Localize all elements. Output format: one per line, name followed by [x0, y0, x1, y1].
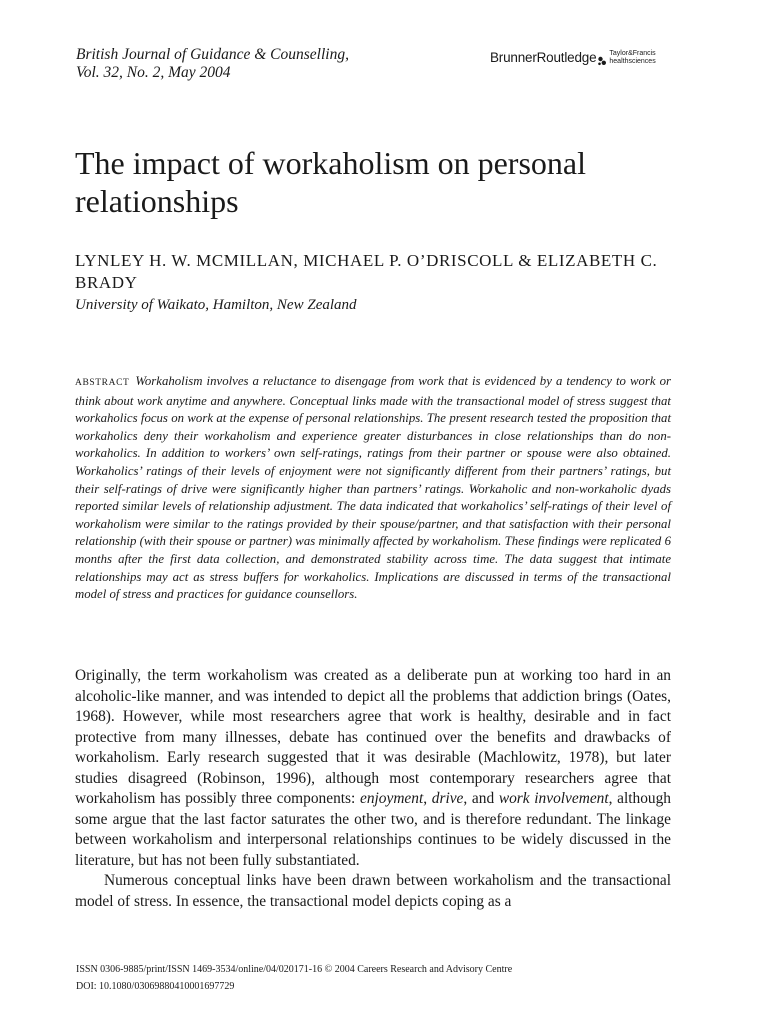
body-text [75, 666, 671, 912]
abstract-text: Workaholism involves a reluctance to disengage from work that is evidenced by a tendency to work or think about work anytime and anywhere. Conceptual links made with the transactional model of stress suggest that workaholics focus on work at the expense of personal relationships. The present research tested the proposition that workaholics deny their workaholism and experience greater disturbances in close relationships than do non-workaholics. In addition to workers’ own self-ratings, ratings from their partner or spouse were also obtained. Workaholics’ ratings of their levels of enjoyment were not significantly different from their partners’ ratings, but their self-ratings of drive were significantly higher than partners’ ratings. Workaholic and non-workaholic dyads reported similar levels of relationship adjustment. The data indicated that workaholics’ self-ratings of their level of workaholism were similar to the ratings provided by their spouse/partner, and that satisfaction with their personal relationship (with their spouse or partner) was minimally affected by workaholism. These findings were replicated 6 months after the first data collection, and demonstrated stability across time. The data suggest that intimate relationships may act as stress buffers for workaholics. Implications are discussed in terms of the transactional model of stress and practices for guidance counsellors. [75, 374, 671, 602]
journal-citation [76, 46, 349, 82]
term-sep-2: , and [463, 790, 499, 807]
abstract-label: ABSTRACT [75, 378, 130, 388]
paragraph-1 [75, 666, 671, 871]
publisher-logo [490, 50, 656, 65]
taylor-francis-logo-icon [597, 53, 607, 63]
publisher-sub2: healthsciences [609, 57, 656, 65]
article-authors: LYNLEY H. W. MCMILLAN, MICHAEL P. O’DRISCOLL & ELIZABETH C. BRADY [75, 251, 658, 292]
paragraph-1-a: Originally, the term workaholism was created as a deliberate pun at working too hard in an alcoholic-like manner, and was intended to depict all the problems that addiction brings (Oates, 1968). However, while most researchers agree that work is healthy, desirable and in fact protective from many illnesses, debate has continued over the benefits and drawbacks of workaholism. Early research suggested that it was desirable (Machlowitz, 1978), but later studies disagreed (Robinson, 1996), although most contemporary researchers agree that workaholism has possibly three components: [75, 667, 671, 807]
term-work-involvement: work involvement [498, 790, 609, 807]
publisher-sublabel [609, 50, 655, 65]
term-sep-1: , [423, 790, 432, 807]
author-affiliation: University of Waikato, Hamilton, New Zealand [75, 297, 357, 313]
doi-line: DOI: 10.1080/03069880410001697729 [76, 981, 235, 992]
publisher-sub1: Taylor&Francis [609, 50, 656, 57]
paragraph-2: Numerous conceptual links have been drawn between workaholism and the transactional model of stress. In essence, the transactional model depicts coping as a [75, 872, 671, 910]
journal-name: British Journal of Guidance & Counselling, [76, 46, 349, 63]
term-drive: drive [431, 790, 464, 807]
abstract [75, 373, 671, 604]
journal-volume: Vol. 32, No. 2, May 2004 [76, 64, 231, 81]
page-footer [76, 961, 512, 995]
paragraph-1-b: , although some argue that the last factor saturates the other two, and is therefore redundant. The linkage between workaholism and interpersonal relationships continues to be widely discussed in the literature, but has not been fully substantiated. [75, 790, 672, 869]
issn-line: ISSN 0306-9885/print/ISSN 1469-3534/online/04/020171-16 © 2004 Careers Research and Advisory Centre [76, 964, 513, 975]
publisher-brand: BrunnerRoutledge [490, 50, 597, 65]
article-title: The impact of workaholism on personal relationships [75, 145, 586, 219]
term-enjoyment: enjoyment [359, 790, 424, 807]
